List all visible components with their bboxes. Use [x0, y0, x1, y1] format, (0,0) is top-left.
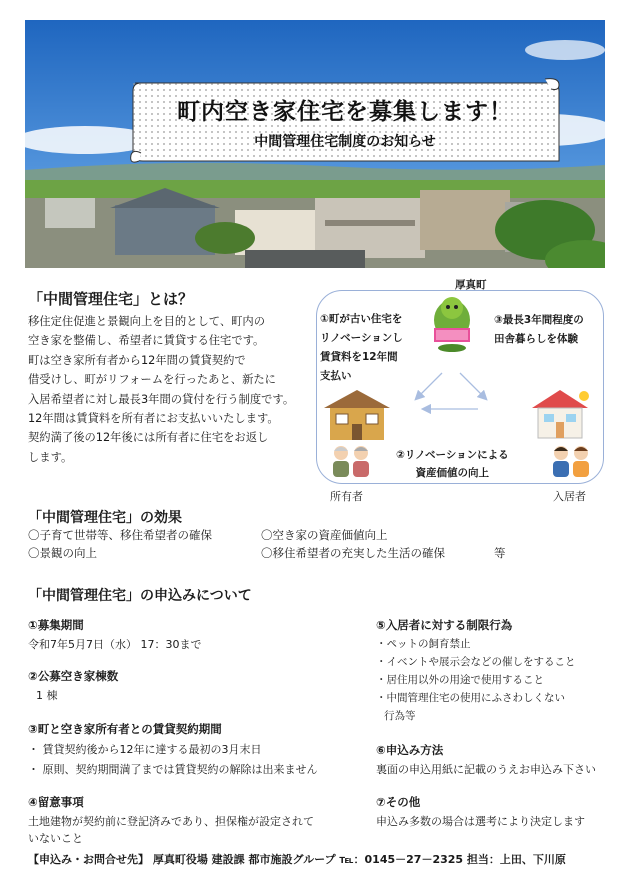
count-text: 1 棟	[36, 689, 58, 702]
effect-item: 〇子育て世帯等、移住希望者の確保	[28, 528, 212, 542]
intro-line: します。	[28, 450, 73, 464]
restriction-item: ・中間管理住宅の使用にふさわしくない	[376, 692, 565, 704]
lease-item: ・ 原則、契約期間満了までは賃貸契約の解除は出来ません	[28, 763, 318, 776]
period-text: 令和7年5月7日（水） 17：30まで	[28, 638, 202, 651]
arrow-left	[418, 373, 442, 397]
page-subtitle: 中間管理住宅制度のお知らせ	[254, 134, 436, 150]
restriction-item: ・ペットの飼育禁止	[376, 638, 471, 650]
owner-couple-icon	[328, 443, 374, 477]
effect-item: 等	[494, 546, 506, 560]
period-heading: ①募集期間	[28, 618, 84, 632]
contact-footer: 【申込み・お問合せ先】 厚真町役場 建設課 都市施設グループ ℡：0145－27－2325 担当：上田、下川原	[28, 853, 566, 866]
intro-heading: 「中間管理住宅」とは？	[28, 290, 194, 308]
restrictions-list	[376, 635, 576, 725]
arrow-right	[460, 373, 484, 397]
intro-line: 入居希望者に対し最長3年間の貸付を行う制度です。	[28, 392, 295, 406]
effects-heading: 「中間管理住宅」の効果	[28, 510, 182, 526]
resident-label: 入居者	[553, 490, 586, 503]
method-heading: ⑥申込み方法	[376, 743, 444, 757]
town-mascot-icon	[428, 290, 476, 352]
lease-item: ・ 賃貸契約後から12年に達する最初の3月末日	[28, 743, 262, 756]
effect-item: 〇空き家の資産価値向上	[261, 528, 388, 542]
intro-line: 借受けし、町がリフォームを行ったあと、新たに	[28, 373, 276, 387]
other-text: 申込み多数の場合は選考により決定します	[376, 815, 585, 828]
diagram-town-label: 厚真町	[455, 279, 487, 291]
step1-label: ①町が古い住宅を リノベーションし 賃貸料を12年間 支払い	[320, 313, 403, 382]
intro-line: 移住定住促進と景観向上を目的として、町内の	[28, 315, 266, 328]
application-heading: 「中間管理住宅」の申込みについて	[28, 588, 252, 604]
lease-heading: ③町と空き家所有者との賃貸契約期間	[28, 722, 222, 736]
notes-heading: ④留意事項	[28, 795, 84, 809]
intro-text	[28, 312, 310, 467]
old-house-icon	[322, 386, 392, 442]
owner-label: 所有者	[330, 490, 363, 503]
count-heading: ②公募空き家棟数	[28, 669, 119, 683]
intro-line: 空き家を整備し、希望者に賃貸する住宅です。	[28, 334, 265, 348]
intro-line: 契約満了後の12年後には所有者に住宅をお返し	[28, 431, 269, 445]
other-heading: ⑦その他	[376, 795, 421, 809]
restrictions-heading: ⑤入居者に対する制限行為	[376, 618, 513, 632]
notes-line: いないこと	[28, 832, 83, 845]
page-title: 町内空き家住宅を募集します！	[177, 99, 513, 125]
cycle-arrows	[390, 365, 510, 415]
effect-item: 〇景観の向上	[28, 546, 97, 560]
effect-item: 〇移住希望者の充実した生活の確保	[261, 546, 445, 560]
intro-line: 12年間は賃貸料を所有者にお支払いいたします。	[28, 412, 279, 426]
step2-label: ②リノベーションによる 資産価値の向上	[396, 449, 509, 479]
new-house-icon	[528, 386, 592, 440]
hero-photo	[25, 20, 605, 268]
method-text: 裏面の申込用紙に記載のうえお申込み下さい	[376, 763, 596, 776]
restriction-item: ・イベントや展示会などの催しをすること	[376, 656, 576, 668]
intro-line: 町は空き家所有者から12年間の賃貸契約で	[28, 353, 246, 367]
step3-label: ③最長3年間程度の 田舎暮らしを体験	[494, 314, 584, 345]
restriction-item: ・居住用以外の用途で使用すること	[376, 674, 544, 686]
title-banner	[125, 75, 565, 169]
notes-line: 土地建物が契約前に登記済みであり、担保権が設定されて	[28, 815, 314, 828]
restriction-item: 行為等	[384, 710, 416, 722]
resident-couple-icon	[548, 443, 594, 477]
